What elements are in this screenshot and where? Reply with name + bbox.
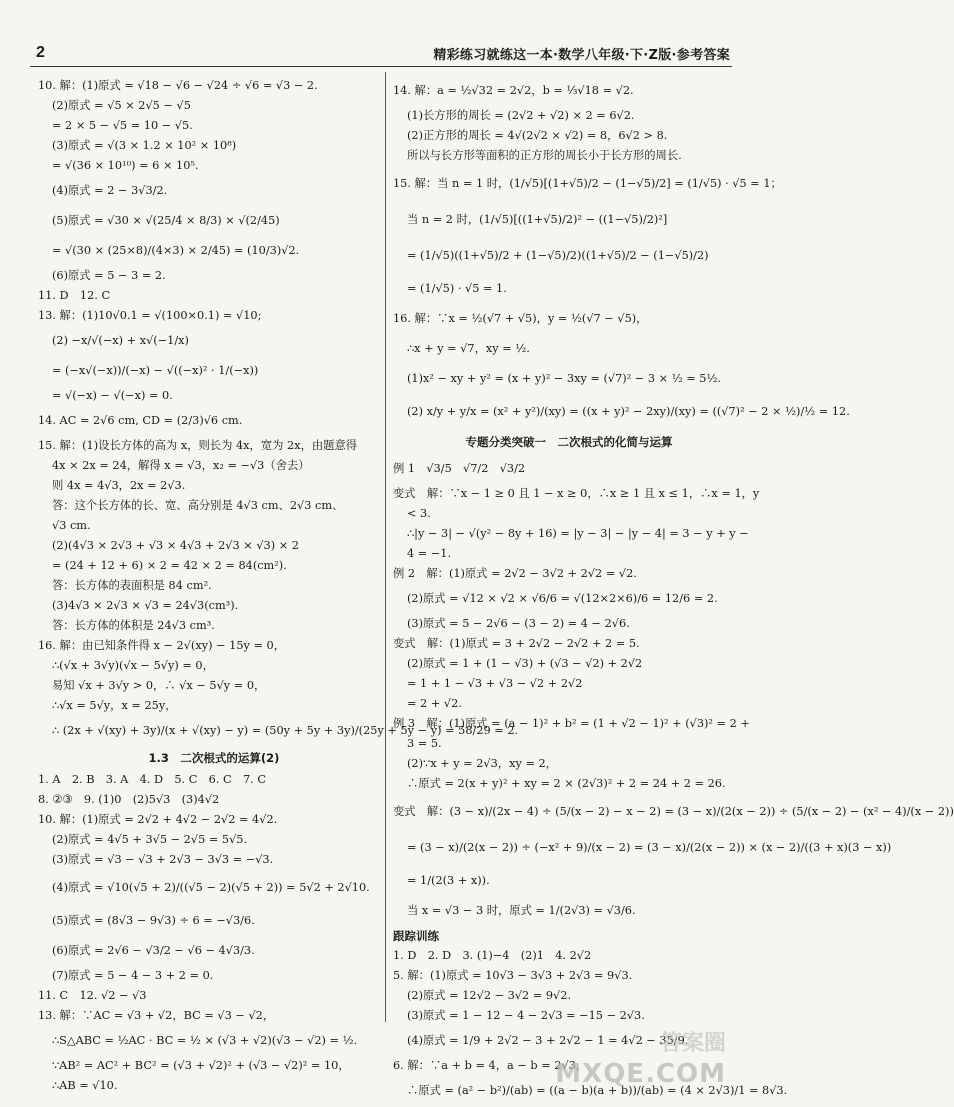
answer-line: (3)4√3 × 2√3 × √3 = 24√3(cm³). [52, 599, 239, 612]
answer-line: (3)原式 = 5 − 2√6 − (3 − 2) = 4 − 2√6. [407, 617, 630, 630]
answer-line: 答：长方体的表面积是 84 cm². [52, 579, 212, 592]
answer-line: 14. 解：a = ½√32 = 2√2，b = ⅓√18 = √2. [393, 84, 634, 97]
answer-line: (2)原式 = 12√2 − 3√2 = 9√2. [407, 989, 572, 1002]
answer-line: 答：长方体的体积是 24√3 cm³. [52, 619, 215, 632]
right-answer-column [393, 76, 954, 1106]
answer-line: 当 x = √3 − 3 时，原式 = 1/(2√3) = √3/6. [407, 904, 636, 917]
answer-line: ∴S△ABC = ½AC · BC = ½ × (√3 + √2)(√3 − √2) = ½. [52, 1034, 358, 1047]
answer-line: ∴|y − 3| − √(y² − 8y + 16) = |y − 3| − |y − 4| = 3 − y + y − [407, 527, 749, 540]
answer-line: (2)(4√3 × 2√3 + √3 × 4√3 + 2√3 × √3) × 2 [52, 539, 299, 552]
answer-line: (3)原式 = 1 − 12 − 4 − 2√3 = −15 − 2√3. [407, 1009, 645, 1022]
answer-line: 11. D 12. C [38, 289, 111, 302]
answer-line: 10. 解：(1)原式 = √18 − √6 − √24 ÷ √6 = √3 − 2. [38, 79, 318, 92]
answer-line: (2)正方形的周长 = 4√(2√2 × √2) = 8，6√2 > 8. [407, 129, 668, 142]
answer-line: = (24 + 12 + 6) × 2 = 42 × 2 = 84(cm²). [52, 559, 287, 572]
answer-line: 13. 解：∵AC = √3 + √2，BC = √3 − √2， [38, 1009, 275, 1022]
answer-line: 15. 解：(1)设长方体的高为 x，则长为 4x，宽为 2x，由题意得 [38, 439, 358, 452]
answer-line: (2)原式 = √12 × √2 × √6/6 = √(12×2×6)/6 = 12/6 = 2. [407, 592, 718, 605]
answer-line: 例 3 解：(1)原式 = (a − 1)² + b² = (1 + √2 − 1)² + (√3)² = 2 + [393, 717, 750, 730]
answer-line: (2)原式 = √5 × 2√5 − √5 [52, 99, 191, 112]
answer-line: 10. 解：(1)原式 = 2√2 + 4√2 − 2√2 = 4√2. [38, 813, 278, 826]
answer-line: 当 n = 2 时，(1/√5)[((1+√5)/2)² − ((1−√5)/2)²] [407, 213, 668, 226]
answer-line: 例 1 √3/5 √7/2 √3/2 [393, 462, 526, 475]
answer-line: 变式 解：(3 − x)/(2x − 4) ÷ (5/(x − 2) − x − 2) = (3 − x)/(2(x − 2)) ÷ (5/(x − 2) − (x² − 4)/(x − 2)) [393, 805, 954, 818]
page-header [0, 0, 750, 72]
answer-line: ∴AB = √10. [52, 1079, 118, 1092]
answer-line: (1)x² − xy + y² = (x + y)² − 3xy = (√7)² − 3 × ½ = 5½. [407, 372, 722, 385]
book-title: 精彩练习就练这一本·数学八年级·下·Z版·参考答案 [433, 48, 730, 63]
answer-line: = 2 + √2. [407, 697, 462, 710]
answer-line: 16. 解：由已知条件得 x − 2√(xy) − 15y = 0， [38, 639, 286, 652]
answer-line: ∴ (2x + √(xy) + 3y)/(x + √(xy) − y) = (50y + 5y + 3y)/(25y + 5y − y) = 58/29 = 2. [52, 724, 519, 737]
answer-line: ∴x + y = √7，xy = ½. [407, 342, 530, 355]
answer-line: = √(30 × (25×8)/(4×3) × 2/45) = (10/3)√2. [52, 244, 300, 257]
answer-line: = 1 + 1 − √3 + √3 − √2 + 2√2 [407, 677, 583, 690]
answer-line: = (1/√5) · √5 = 1. [407, 282, 507, 295]
answer-line: 6. 解：∵a + b = 4，a − b = 2√3， [393, 1059, 588, 1072]
answer-line: (2)∵x + y = 2√3，xy = 2， [407, 757, 557, 770]
answer-line: = (1/√5)((1+√5)/2 + (1−√5)/2)((1+√5)/2 − (1−√5)/2) [407, 249, 709, 262]
answer-line: 14. AC = 2√6 cm, CD = (2/3)√6 cm. [38, 414, 243, 427]
answer-line: 答：这个长方体的长、宽、高分别是 4√3 cm、2√3 cm、 [52, 499, 344, 512]
answer-line: 1.3 二次根式的运算(2) [148, 751, 280, 765]
answer-line: 跟踪训练 [393, 929, 439, 943]
answer-line: 15. 解：当 n = 1 时，(1/√5)[(1+√5)/2 − (1−√5)/2] = (1/√5) · √5 = 1； [393, 177, 782, 190]
answer-line: (6)原式 = 2√6 − √3/2 − √6 − 4√3/3. [52, 944, 255, 957]
answer-line: 16. 解：∵x = ½(√7 + √5)，y = ½(√7 − √5)， [393, 312, 648, 325]
answer-line: (4)原式 = 2 − 3√3/2. [52, 184, 168, 197]
answer-line: ∴(√x + 3√y)(√x − 5√y) = 0， [52, 659, 214, 672]
answer-line: 3 = 5. [407, 737, 442, 750]
answer-line: = (3 − x)/(2(x − 2)) ÷ (−x² + 9)/(x − 2) = (3 − x)/(2(x − 2)) × (x − 2)/((3 + x)(3 − x)) [407, 841, 892, 854]
answer-line: 1. D 2. D 3. (1)−4 (2)1 4. 2√2 [393, 949, 592, 962]
watermark-logo-text: 答案圈 [659, 1031, 726, 1056]
answer-line: 变式 解：(1)原式 = 3 + 2√2 − 2√2 + 2 = 5. [393, 637, 640, 650]
header-rule [30, 66, 732, 67]
answer-line: = √(−x) − √(−x) = 0. [52, 389, 173, 402]
answer-line: = 2 × 5 − √5 = 10 − √5. [52, 119, 193, 132]
answer-line: (7)原式 = 5 − 4 − 3 + 2 = 0. [52, 969, 214, 982]
answer-line: (4)原式 = √10(√5 + 2)/((√5 − 2)(√5 + 2)) = 5√2 + 2√10. [52, 881, 370, 894]
answer-line: 例 2 解：(1)原式 = 2√2 − 3√2 + 2√2 = √2. [393, 567, 637, 580]
answer-line: 1. A 2. B 3. A 4. D 5. C 6. C 7. C [38, 773, 266, 786]
answer-line: ∴原式 = (a² − b²)/(ab) = ((a − b)(a + b))/(ab) = (4 × 2√3)/1 = 8√3. [407, 1084, 788, 1097]
answer-line: 5. 解：(1)原式 = 10√3 − 3√3 + 2√3 = 9√3. [393, 969, 633, 982]
answer-line: √3 cm. [52, 519, 91, 532]
answer-line: 8. ②③ 9. (1)0 (2)5√3 (3)4√2 [38, 793, 220, 806]
page-number: 2 [36, 44, 45, 61]
answer-line: (2)原式 = 4√5 + 3√5 − 2√5 = 5√5. [52, 833, 248, 846]
answer-line: (2) −x/√(−x) + x√(−1/x) [52, 334, 189, 347]
answer-line: (2) x/y + y/x = (x² + y²)/(xy) = ((x + y)² − 2xy)/(xy) = ((√7)² − 2 × ½)/½ = 12. [407, 405, 850, 418]
answer-line: 4 = −1. [407, 547, 452, 560]
answer-line: 变式 解：∵x − 1 ≥ 0 且 1 − x ≥ 0，∴x ≥ 1 且 x ≤ 1，∴x = 1，y [393, 487, 760, 500]
answer-line: = 1/(2(3 + x)). [407, 874, 490, 887]
answer-line: 4x × 2x = 24，解得 x = √3，x₂ = −√3（舍去） [52, 459, 310, 472]
answer-line: (4)原式 = 1/9 + 2√2 − 3 + 2√2 − 1 = 4√2 − 35/9. [407, 1034, 689, 1047]
answer-line: 13. 解：(1)10√0.1 = √(100×0.1) = √10; [38, 309, 262, 322]
answer-line: < 3. [407, 507, 431, 520]
answer-line: (5)原式 = (8√3 − 9√3) ÷ 6 = −√3/6. [52, 914, 255, 927]
answer-line: ∵AB² = AC² + BC² = (√3 + √2)² + (√3 − √2)² = 10， [52, 1059, 350, 1072]
answer-line: (3)原式 = √3 − √3 + 2√3 − 3√3 = −√3. [52, 853, 274, 866]
answer-line: 则 4x = 4√3，2x = 2√3. [52, 479, 186, 492]
answer-line: 所以与长方形等面积的正方形的周长小于长方形的周长. [407, 149, 682, 162]
answer-line: (6)原式 = 5 − 3 = 2. [52, 269, 166, 282]
answer-line: (2)原式 = 1 + (1 − √3) + (√3 − √2) + 2√2 [407, 657, 643, 670]
answer-line: = (−x√(−x))/(−x) − √((−x)² · 1/(−x)) [52, 364, 259, 377]
answer-line: ∴原式 = 2(x + y)² + xy = 2 × (2√3)² + 2 = 24 + 2 = 26. [407, 777, 726, 790]
answer-line: (1)长方形的周长 = (2√2 + √2) × 2 = 6√2. [407, 109, 635, 122]
answer-line: 易知 √x + 3√y > 0，∴ √x − 5√y = 0， [52, 679, 266, 692]
answer-line: 11. C 12. √2 − √3 [38, 989, 147, 1002]
answer-line: ∴√x = 5√y，x = 25y， [52, 699, 177, 712]
watermark-url: MXQE.COM [555, 1059, 726, 1089]
answer-line: (3)原式 = √(3 × 1.2 × 10² × 10⁸) [52, 139, 237, 152]
answer-line: = √(36 × 10¹⁰) = 6 × 10⁵. [52, 159, 199, 172]
answer-line: 专题分类突破一 二次根式的化简与运算 [465, 435, 673, 449]
answer-line: (5)原式 = √30 × √(25/4 × 8/3) × √(2/45) [52, 214, 280, 227]
